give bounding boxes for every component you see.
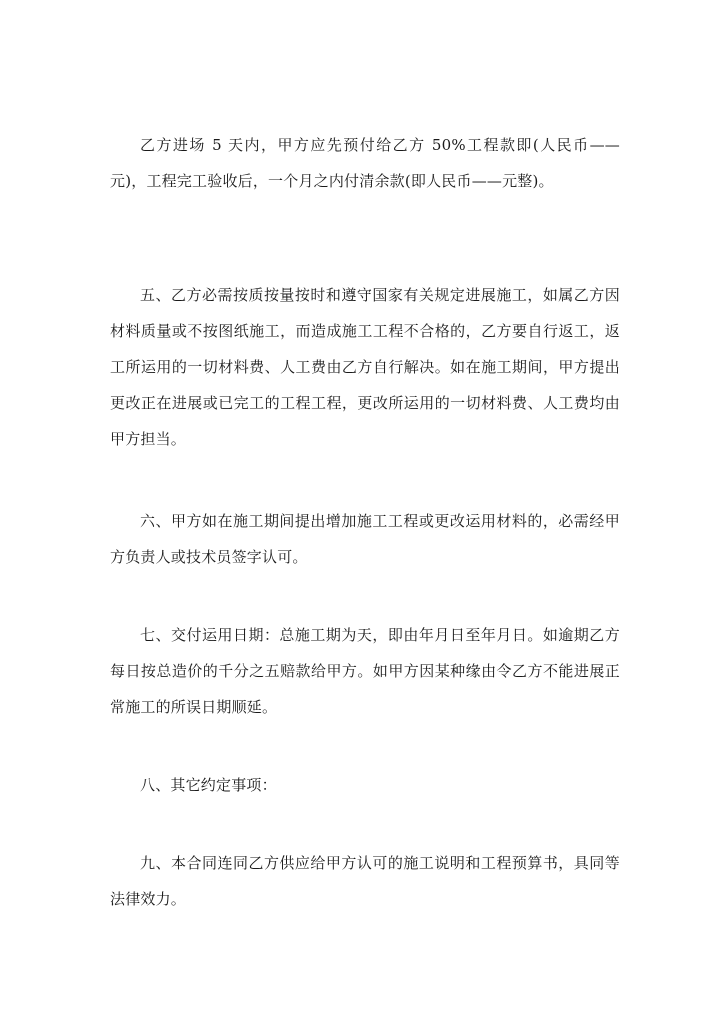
paragraph-payment-terms: 乙方进场 5 天内，甲方应先预付给乙方 50%工程款即(人民币——元)，工程完工验收后，一个月之内付清余款(即人民币——元整)。 [110, 136, 620, 190]
paragraph-clause-seven: 七、交付运用日期：总施工期为天，即由年月日至年月日。如逾期乙方每日按总造价的千分之五赔款给甲方。如甲方因某种缘由令乙方不能进展正常施工的所误日期顺延。 [110, 626, 620, 716]
paragraph-clause-five: 五、乙方必需按质按量按时和遵守国家有关规定进展施工，如属乙方因材料质量或不按图纸施工，而造成施工工程不合格的，乙方要自行返工，返工所运用的一切材料费、人工费由乙方自行解决。如在施工期间，甲方提出更改正在进展或已完工的工程工程，更改所运用的一切材料费、人工费均由甲方担当。 [110, 286, 620, 448]
paragraph-clause-six: 六、甲方如在施工期间提出增加施工工程或更改运用材料的，必需经甲方负责人或技术员签字认可。 [110, 512, 620, 566]
paragraph-clause-nine: 九、本合同连同乙方供应给甲方认可的施工说明和工程预算书，具同等法律效力。 [110, 854, 620, 908]
paragraph-clause-eight: 八、其它约定事项： [140, 776, 277, 794]
